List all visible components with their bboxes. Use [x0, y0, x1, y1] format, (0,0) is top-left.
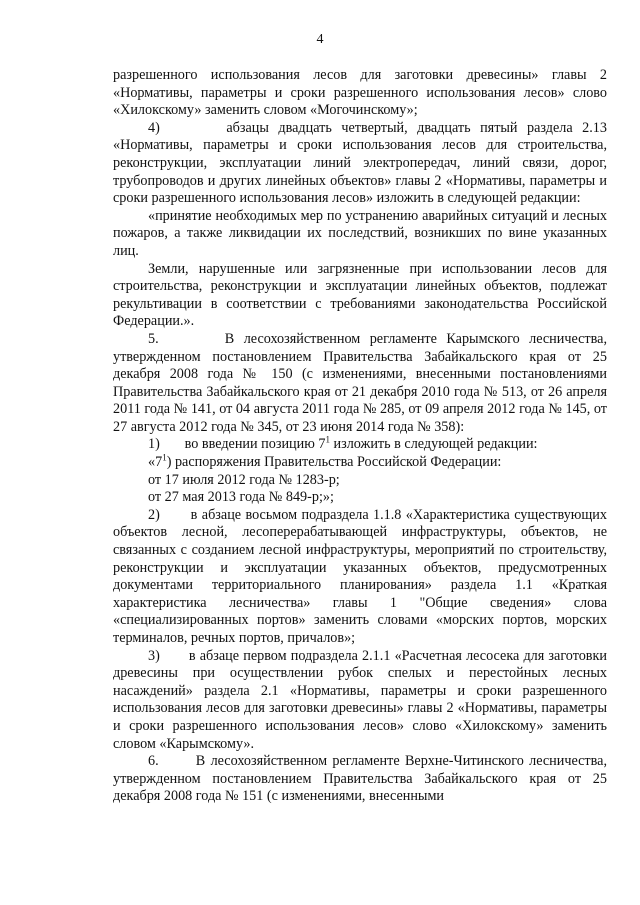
paragraph-item-5: 5. В лесохозяйственном регламенте Карымского лесничества, утвержденном постановлением Правительства Забайкальского края от 25 декабря 2008 года № 150 (с изменениями, внесенными постановлениями Правительства Забайкальского края от 21 декабря 2010 года № 513, от 26 апреля 2011 года № 141, от 04 августа 2011 года № 285, от 09 апреля 2012 года № 145, от 27 августа 2012 года № 345, от 23 июня 2014 года № 358): — [113, 330, 607, 435]
paragraph-item-5-1a-text: «7 — [148, 454, 163, 471]
paragraph-item-5-1c: от 27 мая 2013 года № 849-р;»; — [148, 489, 334, 506]
paragraph-item-5-1a — [113, 454, 607, 472]
page-number: 4 — [316, 32, 324, 47]
superscript: 1 — [325, 434, 330, 445]
paragraph-item-5-1-text: 1) во введении позицию 7 — [148, 436, 326, 453]
superscript: 1 — [162, 452, 167, 463]
paragraph-quote-1: «принятие необходимых мер по устранению аварийных ситуаций и лесных пожаров, а также ликвидации их последствий, возникших по вине указанных лиц. — [113, 207, 607, 259]
paragraph-item-5-1a-text-end: ) распоряжения Правительства Российской Федерации: — [166, 454, 502, 471]
paragraph-item-5-1 — [113, 436, 607, 454]
paragraph-continuation: разрешенного использования лесов для заготовки древесины» главы 2 «Нормативы, параметры и сроки разрешенного использования лесов» слово «Хилокскому» заменить словом «Могочинскому»; — [113, 67, 607, 119]
paragraph-quote-2: Земли, нарушенные или загрязненные при использовании лесов для строительства, реконструкции и эксплуатации линейных объектов, подлежат рекультивации в соответствии с требованиями законодательства Российской Федерации.». — [113, 260, 607, 330]
paragraph-item-5-2: 2) в абзаце восьмом подраздела 1.1.8 «Характеристика существующих объектов лесной, лесоперерабатывающей инфраструктуры, объектов, не связанных с созданием лесной инфраструктуры, мероприятий по строительству, реконструкции и эксплуатации указанных объектов, предусмотренных документами территориального планирования» раздела 1.1 «Краткая характеристика лесничества» главы 1 "Общие сведения» слова «специализированных портов» заменить словами «морских портов, морских терминалов, речных портов, причалов»; — [113, 506, 607, 646]
paragraph-item-4: 4) абзацы двадцать четвертый, двадцать пятый раздела 2.13 «Нормативы, параметры и сроки использования лесов для строительства, реконструкции, эксплуатации линий электропередач, линий связи, дорог, трубопроводов и других линейных объектов» главы 2 «Нормативы, параметры и сроки разрешенного использования лесов» изложить в следующей редакции: — [113, 119, 607, 207]
paragraph-item-5-1-text-end: изложить в следующей редакции: — [329, 436, 538, 453]
document-body — [113, 67, 607, 806]
paragraph-item-5-1b: от 17 июля 2012 года № 1283-р; — [148, 471, 340, 488]
paragraph-item-6: 6. В лесохозяйственном регламенте Верхне-Читинского лесничества, утвержденном постановлением Правительства Забайкальского края от 25 декабря 2008 года № 151 (с изменениями, внесенными — [113, 753, 607, 805]
paragraph-item-5-3: 3) в абзаце первом подраздела 2.1.1 «Расчетная лесосека для заготовки древесины при осуществлении рубок спелых и перестойных лесных насаждений» раздела 2.1 «Нормативы, параметры и сроки разрешенного использования лесов для заготовки древесины» главы 2 «Нормативы, параметры и сроки разрешенного использования лесов» слово «Хилокскому» заменить словом «Карымскому». — [113, 647, 607, 752]
